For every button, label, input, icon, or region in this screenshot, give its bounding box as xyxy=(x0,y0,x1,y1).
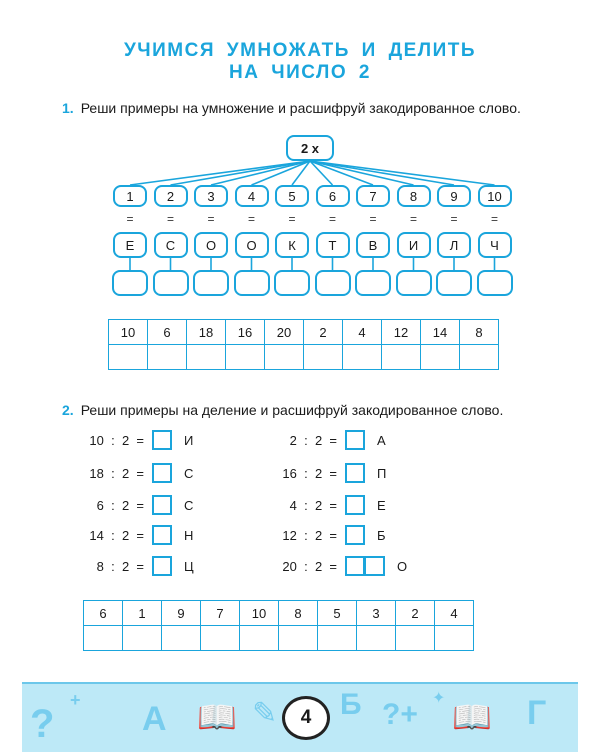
page-title-line-1: УЧИМСЯ УМНОЖАТЬ И ДЕЛИТЬ xyxy=(123,40,477,61)
answer-box xyxy=(477,270,513,296)
task-2-decode-number: 3 xyxy=(357,601,396,626)
page-number: 4 xyxy=(282,696,330,740)
task-2-decode-answer-cell[interactable] xyxy=(240,626,279,651)
equals-sign: = xyxy=(369,212,377,226)
division-expression: 16 : 2 = xyxy=(282,465,337,481)
task-1-decode-number: 12 xyxy=(382,320,421,345)
operand-box: 8 xyxy=(397,185,431,207)
book-doodle: 📖 xyxy=(197,699,237,735)
division-expression: 20 : 2 = xyxy=(282,558,337,574)
sum-doodle: ?+ xyxy=(382,698,418,731)
task-1-decode-answer-cell[interactable] xyxy=(226,345,265,370)
pencil-doodle: ✎ xyxy=(252,697,278,730)
task-1-decode-answer-cell[interactable] xyxy=(187,345,226,370)
letter-box: О xyxy=(194,232,228,258)
operand-box: 1 xyxy=(113,185,147,207)
answer-box[interactable] xyxy=(345,525,365,545)
answer-box xyxy=(436,270,472,296)
task-1-decode-answer-cell[interactable] xyxy=(421,345,460,370)
task-1-decode-answer-cell[interactable] xyxy=(109,345,148,370)
answer-box xyxy=(315,270,351,296)
answer-box xyxy=(193,270,229,296)
operand-box: 9 xyxy=(437,185,471,207)
connector-line xyxy=(310,161,495,185)
letter-a-doodle: A xyxy=(142,700,167,738)
division-expression: 8 : 2 = xyxy=(96,558,144,574)
answer-box[interactable] xyxy=(345,495,365,515)
answer-box xyxy=(234,270,270,296)
task-1-decode-answer-cell[interactable] xyxy=(343,345,382,370)
code-letter: Ц xyxy=(184,558,194,574)
task-2-decode-number: 10 xyxy=(240,601,279,626)
division-expression: 14 : 2 = xyxy=(89,527,144,543)
answer-box[interactable] xyxy=(365,556,385,576)
task-2-decode-number: 2 xyxy=(396,601,435,626)
answer-box[interactable] xyxy=(152,463,172,483)
task-1-decode-answer-cell[interactable] xyxy=(148,345,187,370)
division-example-left xyxy=(72,429,193,451)
task-2-decode-answer-cell[interactable] xyxy=(279,626,318,651)
answer-box[interactable] xyxy=(152,525,172,545)
letter-box: Л xyxy=(437,232,471,258)
equals-sign: = xyxy=(450,212,458,226)
division-expression: 6 : 2 = xyxy=(96,497,144,513)
answer-box xyxy=(396,270,432,296)
division-expression: 18 : 2 = xyxy=(89,465,144,481)
answer-box[interactable] xyxy=(345,556,365,576)
letter-box: О xyxy=(235,232,269,258)
code-letter: П xyxy=(377,465,387,481)
code-letter: И xyxy=(184,432,194,448)
equals-sign: = xyxy=(126,212,134,226)
code-letter: О xyxy=(397,558,408,574)
task-2-decode-answer-cell[interactable] xyxy=(357,626,396,651)
answer-box[interactable] xyxy=(152,495,172,515)
task-1-decode-number: 6 xyxy=(148,320,187,345)
answer-box[interactable] xyxy=(345,430,365,450)
task-2-decode-number: 4 xyxy=(435,601,474,626)
division-expression: 10 : 2 = xyxy=(89,432,144,448)
code-letter: А xyxy=(377,432,386,448)
task-1-decode-number: 18 xyxy=(187,320,226,345)
task-2-heading xyxy=(62,402,503,418)
multiplier-box: 2 x xyxy=(286,135,334,161)
operand-box: 6 xyxy=(316,185,350,207)
division-expression: 12 : 2 = xyxy=(282,527,337,543)
task-1-decode-number: 4 xyxy=(343,320,382,345)
task-2-decode-answer-cell[interactable] xyxy=(435,626,474,651)
task-2-decode-number: 1 xyxy=(123,601,162,626)
answer-box xyxy=(153,270,189,296)
operand-box: 5 xyxy=(275,185,309,207)
page-title-line-2: НА ЧИСЛО 2 xyxy=(229,62,371,83)
task-1-instruction: Реши примеры на умножение и расшифруй закодированное слово. xyxy=(80,100,521,116)
operand-box: 4 xyxy=(235,185,269,207)
division-example-left xyxy=(72,494,193,516)
letter-b-doodle: Б xyxy=(340,688,362,721)
code-letter: С xyxy=(184,497,194,513)
plus-doodle: + xyxy=(70,690,81,710)
division-expression: 2 : 2 = xyxy=(289,432,337,448)
equals-sign: = xyxy=(490,212,498,226)
task-1-decode-number: 10 xyxy=(109,320,148,345)
task-2-decode-table xyxy=(83,600,474,651)
task-2-decode-number: 9 xyxy=(162,601,201,626)
task-1-decode-table xyxy=(108,319,499,370)
answer-box[interactable] xyxy=(152,430,172,450)
task-2-decode-answer-cell[interactable] xyxy=(123,626,162,651)
task-2-decode-number: 7 xyxy=(201,601,240,626)
task-2-decode-answer-cell[interactable] xyxy=(318,626,357,651)
task-1-decode-number: 20 xyxy=(265,320,304,345)
answer-box xyxy=(112,270,148,296)
division-example-right xyxy=(265,555,407,577)
connector-line xyxy=(171,161,311,185)
operand-box: 3 xyxy=(194,185,228,207)
task-1-decode-number: 8 xyxy=(460,320,499,345)
equals-sign: = xyxy=(288,212,296,226)
task-2-decode-answer-cell[interactable] xyxy=(84,626,123,651)
division-example-left xyxy=(72,555,194,577)
division-example-right xyxy=(265,462,386,484)
answer-box[interactable] xyxy=(152,556,172,576)
question-mark-doodle: ? xyxy=(30,702,55,746)
book-doodle-2: 📖 xyxy=(452,699,492,735)
letter-box: К xyxy=(275,232,309,258)
task-1-decode-answer-cell[interactable] xyxy=(304,345,343,370)
division-example-right xyxy=(265,524,386,546)
answer-box xyxy=(355,270,391,296)
code-letter: Е xyxy=(377,497,386,513)
answer-box[interactable] xyxy=(345,463,365,483)
equals-sign: = xyxy=(166,212,174,226)
code-letter: Н xyxy=(184,527,194,543)
task-1-number: 1. xyxy=(62,100,74,116)
letter-box: В xyxy=(356,232,390,258)
division-example-right xyxy=(265,429,386,451)
division-example-left xyxy=(72,524,193,546)
operand-box: 10 xyxy=(478,185,512,207)
letter-g-doodle: Г xyxy=(527,694,547,732)
letter-box: С xyxy=(154,232,188,258)
answer-box xyxy=(274,270,310,296)
task-2-decode-answer-cell[interactable] xyxy=(162,626,201,651)
division-example-right xyxy=(265,494,386,516)
division-example-left xyxy=(72,462,193,484)
code-letter: С xyxy=(184,465,194,481)
task-1-decode-number: 2 xyxy=(304,320,343,345)
code-letter: Б xyxy=(377,527,386,543)
letter-box: Е xyxy=(113,232,147,258)
equals-sign: = xyxy=(328,212,336,226)
equals-sign: = xyxy=(207,212,215,226)
equals-sign: = xyxy=(247,212,255,226)
task-2-number: 2. xyxy=(62,402,74,418)
letter-box: Ч xyxy=(478,232,512,258)
task-2-decode-number: 5 xyxy=(318,601,357,626)
letter-box: Т xyxy=(316,232,350,258)
task-1-decode-answer-cell[interactable] xyxy=(265,345,304,370)
equals-sign: = xyxy=(409,212,417,226)
connector-line xyxy=(130,161,310,185)
task-2-decode-answer-cell[interactable] xyxy=(201,626,240,651)
letter-box: И xyxy=(397,232,431,258)
task-2-instruction: Реши примеры на деление и расшифруй закодированное слово. xyxy=(80,402,504,418)
operand-box: 2 xyxy=(154,185,188,207)
star-doodle: ✦ xyxy=(432,690,446,707)
operand-box: 7 xyxy=(356,185,390,207)
task-1-decode-number: 14 xyxy=(421,320,460,345)
task-1-decode-number: 16 xyxy=(226,320,265,345)
task-2-decode-number: 8 xyxy=(279,601,318,626)
task-2-decode-number: 6 xyxy=(84,601,123,626)
task-1-decode-answer-cell[interactable] xyxy=(460,345,499,370)
division-expression: 4 : 2 = xyxy=(289,497,337,513)
task-1-decode-answer-cell[interactable] xyxy=(382,345,421,370)
task-2-decode-answer-cell[interactable] xyxy=(396,626,435,651)
